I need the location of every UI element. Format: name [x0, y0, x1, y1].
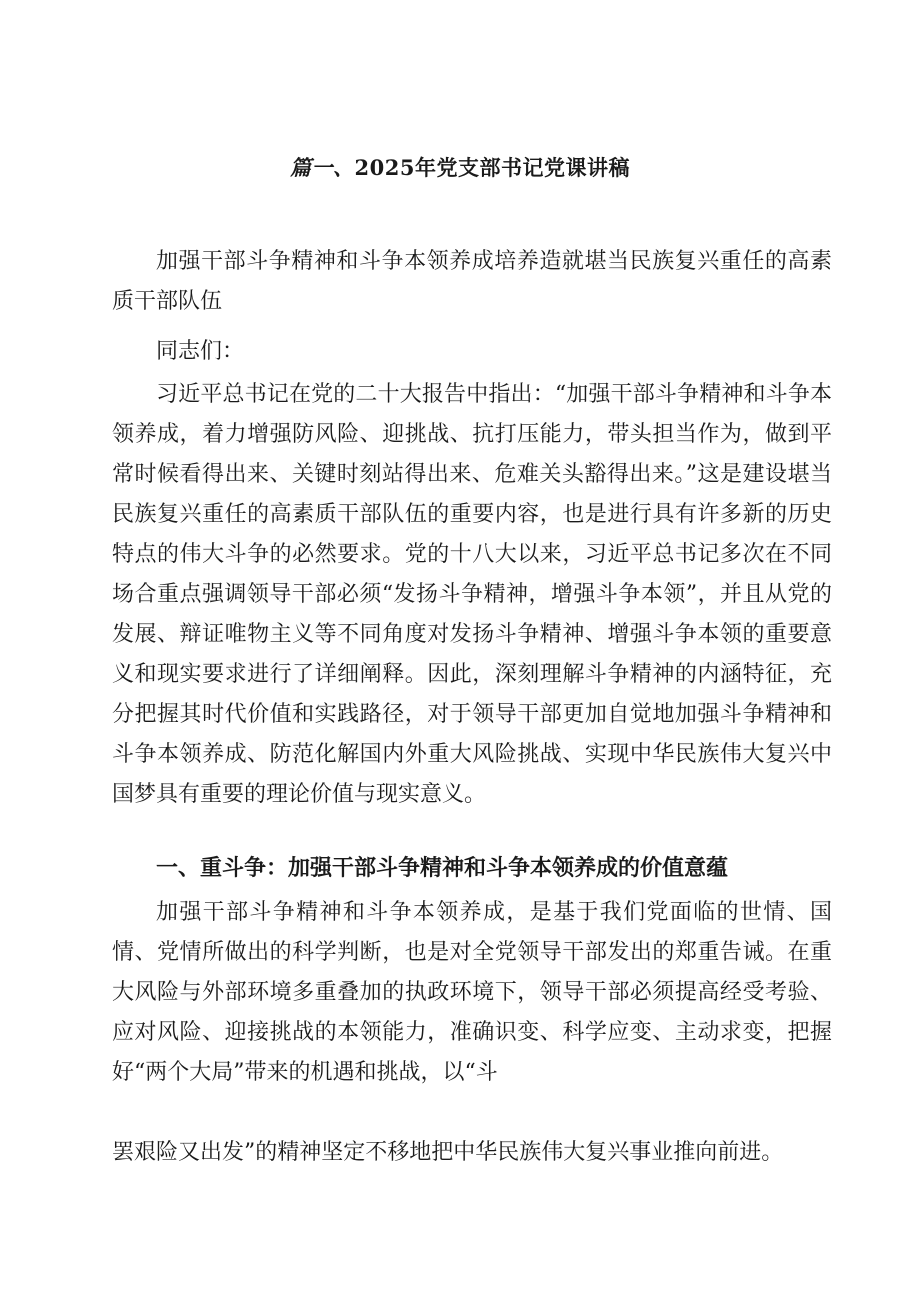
title-lead: 篇一、: [290, 155, 355, 180]
paragraph-1-block: [112, 375, 832, 815]
title-text: 2025年党支部书记党课讲稿: [354, 155, 630, 180]
section-heading-1: 一、重斗争：加强干部斗争精神和斗争本领养成的价值意蕴: [156, 855, 729, 881]
subtitle-block: [112, 242, 832, 322]
salutation: 同志们：: [156, 339, 245, 364]
paragraph-2-block: [112, 893, 832, 1093]
paragraph-3-block: [112, 1133, 832, 1173]
salutation-block: [112, 332, 832, 372]
paragraph-2: 加强干部斗争精神和斗争本领养成，是基于我们党面临的世情、国情、党情所做出的科学判断，也是对全党领导干部发出的郑重告诫。在重大风险与外部环境多重叠加的执政环境下，领导干部必须提高经受考验、应对风险、迎接挑战的本领能力，准确识变、科学应变、主动求变，把握好“两个大局”带来的机遇和挑战，以“斗: [112, 900, 832, 1085]
document-subtitle: 加强干部斗争精神和斗争本领养成培养造就堪当民族复兴重任的高素质干部队伍: [112, 249, 832, 314]
paragraph-3: 罢艰险又出发”的精神坚定不移地把中华民族伟大复兴事业推向前进。: [112, 1140, 784, 1165]
document-title: [0, 150, 920, 186]
paragraph-1: 习近平总书记在党的二十大报告中指出：“加强干部斗争精神和斗争本领养成，着力增强防风险、迎挑战、抗打压能力，带头担当作为，做到平常时候看得出来、关键时刻站得出来、危难关头豁得出来。”这是建设堪当民族复兴重任的高素质干部队伍的重要内容，也是进行具有许多新的历史特点的伟大斗争的必然要求。党的十八大以来，习近平总书记多次在不同场合重点强调领导干部必须“发扬斗争精神，增强斗争本领”，并且从党的发展、辩证唯物主义等不同角度对发扬斗争精神、增强斗争本领的重要意义和现实要求进行了详细阐释。因此，深刻理解斗争精神的内涵特征，充分把握其时代价值和实践路径，对于领导干部更加自觉地加强斗争精神和斗争本领养成、防范化解国内外重大风险挑战、实现中华民族伟大复兴中国梦具有重要的理论价值与现实意义。: [112, 382, 832, 807]
section-heading-block: [112, 848, 832, 888]
